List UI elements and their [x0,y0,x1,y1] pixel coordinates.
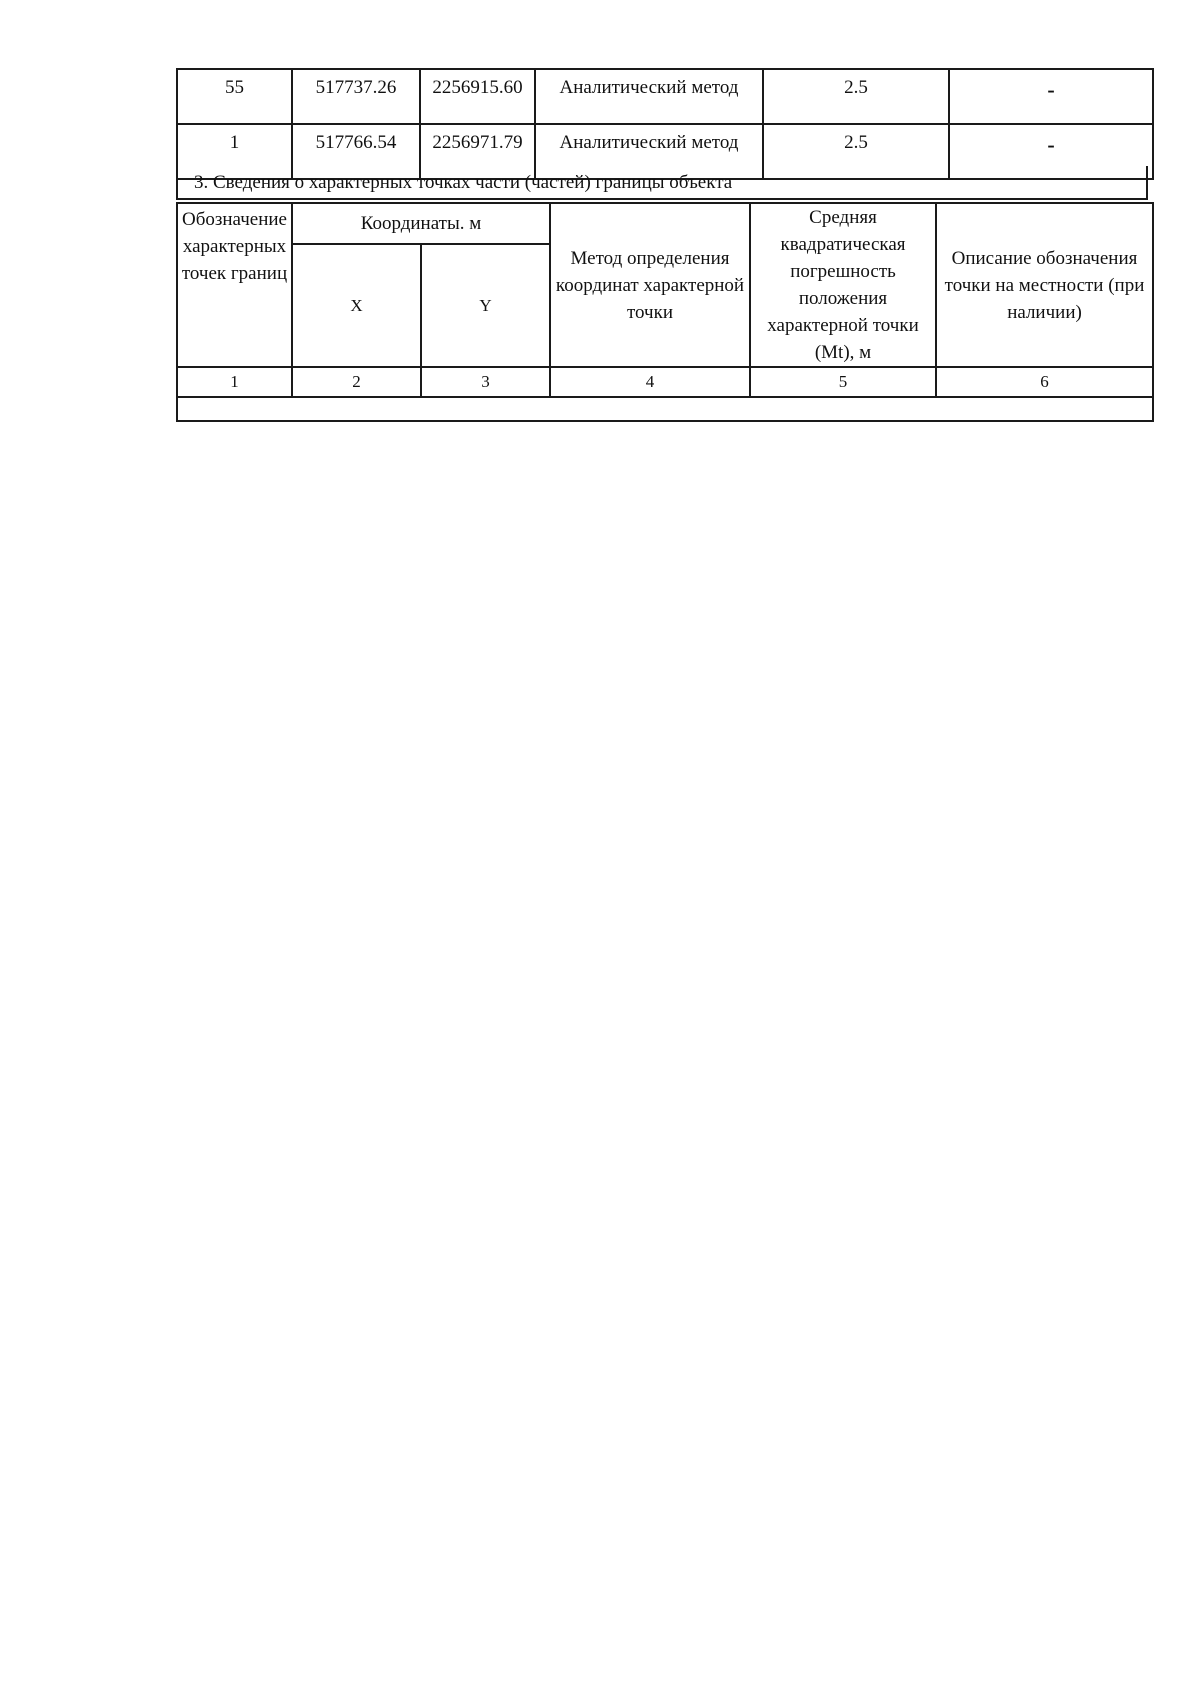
header-error: Средняя квадратическая погрешность положения характерной точки (Mt), м [750,203,936,367]
error-cell: 2.5 [763,69,949,124]
column-numbers-row [177,367,1153,397]
error-cell: 2.5 [763,124,949,179]
column-number: 6 [936,367,1153,397]
column-number: 1 [177,367,292,397]
column-number: 3 [421,367,550,397]
method-cell: Аналитический метод [535,69,763,124]
column-number: 4 [550,367,750,397]
header-point-designation: Обозначение характерных точек границ [177,203,292,367]
header-description: Описание обозначения точки на местности (при наличии) [936,203,1153,367]
part-boundary-points-table [176,202,1154,422]
section-title: 3. Сведения о характерных точках части (частей) границы объекта [176,166,1148,200]
coordinate-x: 517766.54 [292,124,420,179]
column-number: 5 [750,367,936,397]
point-number: 1 [177,124,292,179]
point-number: 55 [177,69,292,124]
coordinate-x: 517737.26 [292,69,420,124]
coordinate-y: 2256971.79 [420,124,535,179]
column-number: 2 [292,367,421,397]
header-x: X [292,244,421,367]
method-cell: Аналитический метод [535,124,763,179]
table-header-row [177,203,1153,244]
boundary-points-table [176,68,1154,180]
header-coordinates: Координаты. м [292,203,550,244]
coordinate-y: 2256915.60 [420,69,535,124]
table-row [177,69,1153,124]
header-method: Метод определения координат характерной точки [550,203,750,367]
header-y: Y [421,244,550,367]
description-cell: - [949,69,1153,124]
empty-row [177,397,1153,421]
description-cell: - [949,124,1153,179]
empty-cell [177,397,1153,421]
